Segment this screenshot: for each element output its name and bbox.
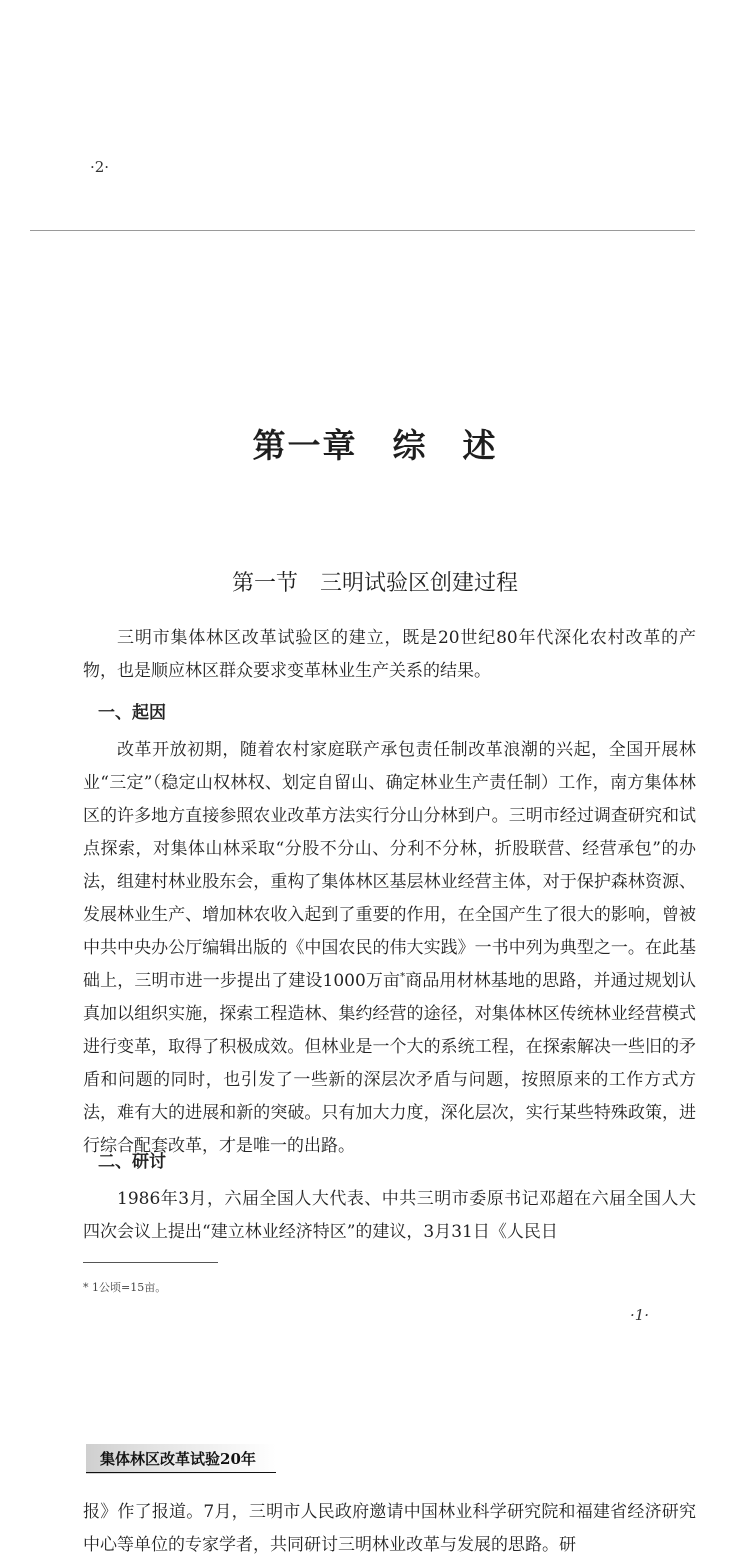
discussion-paragraph: 1986年3月，六届全国人大代表、中共三明市委原书记邓超在六届全国人大四次会议上提出“建立林业经济特区”的建议，3月31日《人民日 — [83, 1189, 696, 1242]
page-divider-line — [30, 230, 695, 231]
previous-page-number: ·2· — [90, 158, 110, 176]
origin-text-part-1: 改革开放初期，随着农村家庭联产承包责任制改革浪潮的兴起，全国开展林业“三定”（稳定山权林权、划定自留山、确定林业生产责任制）工作，南方集体林区的许多地方直接参照农业改革方法实行分山分林到户。三明市经过调查研究和试点探索，对集体山林采取“分股不分山、分利不分林，折股联营、经营承包”的办法，组建村林业股东会，重构了集体林区基层林业经营主体，对于保护森林资源、发展林业生产、增加林农收入起到了重要的作用，在全国产生了很大的影响，曾被中共中央办公厅编辑出版的《中国农民的伟大实践》一书中列为典型之一。在此基础上，三明市进一步提出了建设1000万亩 — [83, 740, 696, 991]
subsection-heading-origin: 一、起因 — [98, 703, 166, 723]
footnote-marker: * — [400, 971, 406, 983]
running-header: 集体林区改革试验20年 — [100, 1450, 256, 1468]
section-title: 第一节 三明试验区创建过程 — [231, 571, 518, 596]
origin-paragraph — [83, 734, 697, 1156]
chapter-title: 第一章 综 述 — [252, 426, 498, 465]
running-header-underline — [86, 1472, 276, 1473]
footnote: * 1公顷=15亩。 — [83, 1281, 167, 1294]
subsection-heading-discussion: 二、研讨 — [98, 1152, 166, 1172]
origin-text-part-2: 商品用材林基地的思路，并通过规划认真加以组织实施，探索工程造林、集约经营的途径，对集体林区传统林业经营模式进行变革，取得了积极成效。但林业是一个大的系统工程，在探索解决一些旧的矛盾和问题的同时，也引发了一些新的深层次矛盾与问题，按照原来的工作方式方法，难有大的进展和新的突破。只有加大力度，深化层次，实行某些特殊政策，进行综合配套改革，才是唯一的出路。 — [83, 971, 697, 1156]
page-number: ·1· — [630, 1306, 650, 1324]
next-page-paragraph: 报》作了报道。7月，三明市人民政府邀请中国林业科学研究院和福建省经济研究中心等单位的专家学者，共同研讨三明林业改革与发展的思路。研 — [83, 1502, 696, 1555]
footnote-divider — [83, 1262, 218, 1263]
intro-paragraph: 三明市集体林区改革试验区的建立，既是20世纪80年代深化农村改革的产物，也是顺应林区群众要求变革林业生产关系的结果。 — [83, 628, 696, 681]
